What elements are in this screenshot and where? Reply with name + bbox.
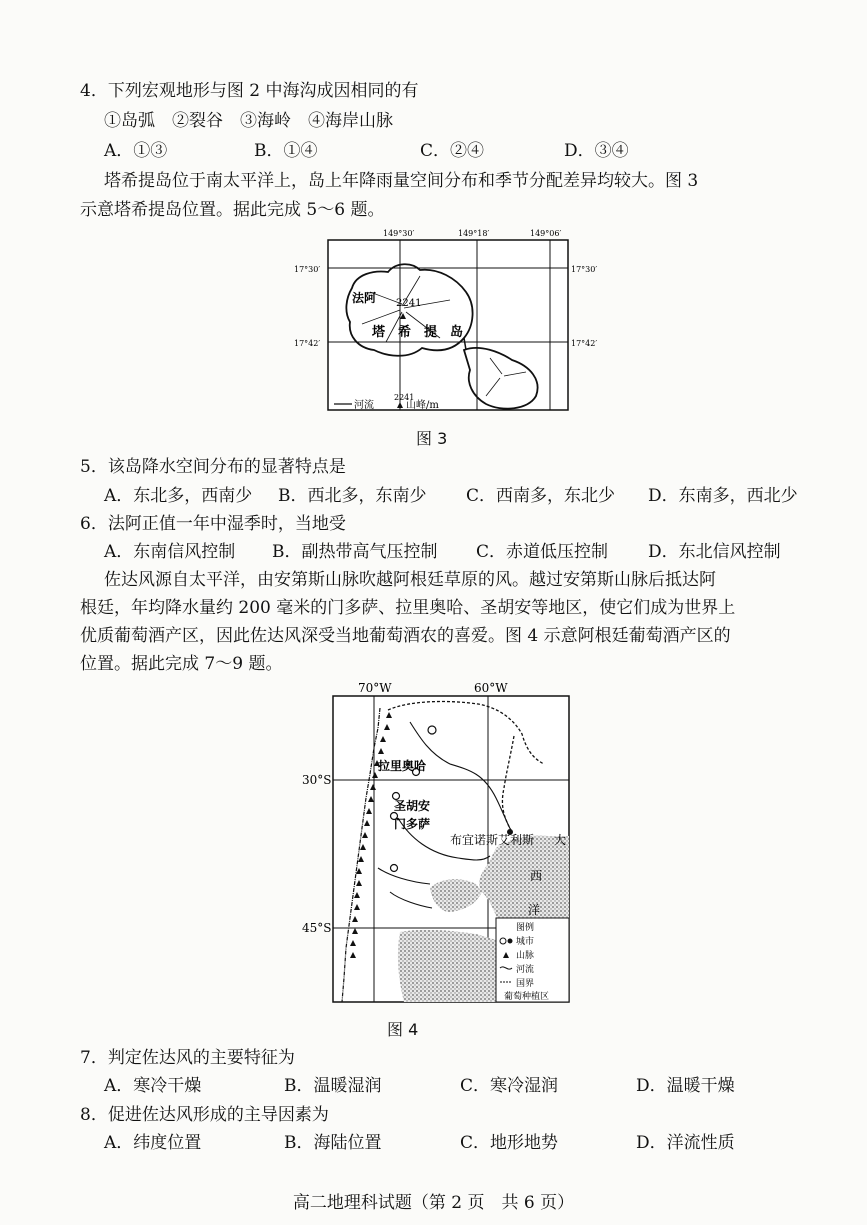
q6-option-a: A．东南信风控制 (104, 542, 236, 562)
q7-option-b: B．温暖湿润 (284, 1076, 382, 1096)
intro2-line2: 根廷，年均降水量约 200 毫米的门多萨、拉里奥哈、圣胡安等地区，使它们成为世界上 (80, 598, 736, 618)
q6-stem: 6．法阿正值一年中湿季时，当地受 (80, 514, 346, 534)
place-faa: 法阿 (352, 291, 377, 305)
fig4-lat-30: 30°S (302, 773, 332, 787)
legend-city-icon (500, 938, 506, 944)
fig4-lon-60: 60°W (474, 681, 508, 695)
fig4-lat-45: 45°S (302, 921, 332, 935)
q7-option-c: C．寒冷湿润 (460, 1076, 559, 1096)
q4-items: ①岛弧 ②裂谷 ③海岭 ④海岸山脉 (104, 111, 393, 131)
city-south-icon (391, 865, 398, 872)
legend-river: 河流 (516, 965, 535, 975)
q4-options (104, 140, 804, 162)
fig4-lon-70: 70°W (358, 681, 392, 695)
city-mendoza: 门多萨 (394, 817, 431, 831)
q8-option-b: B．海陆位置 (284, 1133, 382, 1153)
q8-option-d: D．洋流性质 (636, 1133, 735, 1153)
ocean-label-3: 洋 (528, 903, 541, 917)
q5-option-b: B．西北多，东南少 (278, 486, 427, 506)
fig3-lat-1-left: 17°30′ (294, 265, 321, 274)
city-north-icon (428, 726, 436, 734)
legend-title: 图例 (516, 923, 535, 933)
fig3-caption: 图 3 (416, 429, 448, 448)
q5-option-a: A．东北多，西南少 (104, 486, 253, 506)
q7-option-d: D．温暖干燥 (636, 1076, 735, 1096)
legend-vineyard: 葡萄种植区 (504, 992, 550, 1002)
fig3-lon-1: 149°30′ (383, 229, 415, 238)
legend-city: 城市 (516, 937, 535, 947)
q6-options (104, 541, 824, 563)
q4-option-b: B．①④ (254, 141, 318, 161)
q6-option-c: C．赤道低压控制 (476, 542, 609, 562)
q6-option-b: B．副热带高气压控制 (272, 542, 438, 562)
q4-option-a: A．①③ (104, 141, 168, 161)
legend-peak-value: 2241 (394, 393, 415, 402)
q5-option-d: D．东南多，西北少 (648, 486, 798, 506)
q7-stem: 7．判定佐达风的主要特征为 (80, 1048, 295, 1068)
intro1-line1: 塔希提岛位于南太平洋上，岛上年降雨量空间分布和季节分配差异均较大。图 3 (104, 171, 699, 191)
fig3-lon-2: 149°18′ (458, 229, 490, 238)
intro2-line3: 优质葡萄酒产区，因此佐达风深受当地葡萄酒农的喜爱。图 4 示意阿根廷葡萄酒产区的 (80, 626, 731, 646)
q4-stem: 4．下列宏观地形与图 2 中海沟成因相同的有 (80, 81, 419, 101)
fig3-lat-1-right: 17°30′ (571, 265, 598, 274)
ocean-label-1: 大 (554, 833, 567, 847)
fig3-lat-2-right: 17°42′ (571, 339, 598, 348)
tahiti-map (290, 226, 598, 416)
intro2-line1: 佐达风源自太平洋，由安第斯山脉吹越阿根廷草原的风。越过安第斯山脉后抵达阿 (104, 570, 716, 590)
q6-option-d: D．东北信风控制 (648, 542, 781, 562)
legend-river: 河流 (354, 400, 374, 411)
q5-option-c: C．西南多，东北少 (466, 486, 616, 506)
argentina-map (300, 678, 572, 1008)
q7-option-a: A．寒冷干燥 (104, 1076, 202, 1096)
island-name: 塔 希 提 岛 (372, 325, 464, 340)
city-larioja: 拉里奥哈 (378, 759, 427, 773)
fig3-lon-3: 149°06′ (530, 229, 562, 238)
q5-options (104, 485, 824, 507)
q8-option-c: C．地形地势 (460, 1133, 559, 1153)
q4-option-c: C．②④ (420, 141, 485, 161)
intro2-line4: 位置。据此完成 7～9 题。 (80, 654, 283, 674)
q7-options (104, 1075, 804, 1097)
legend-border: 国界 (516, 979, 535, 989)
ocean-label-2: 西 (530, 869, 543, 883)
fig4-caption: 图 4 (387, 1020, 419, 1039)
legend-peak: 山峰/m (406, 400, 439, 411)
q8-stem: 8．促进佐达风形成的主导因素为 (80, 1105, 329, 1125)
intro1-line2: 示意塔希提岛位置。据此完成 5～6 题。 (80, 200, 385, 220)
city-ba: 布宜诺斯艾利斯 (450, 833, 535, 847)
page-footer: 高二地理科试题（第 2 页 共 6 页） (292, 1193, 575, 1213)
q4-option-d: D．③④ (564, 141, 629, 161)
fig3-lat-2-left: 17°42′ (294, 339, 321, 348)
peak-value: 2241 (396, 298, 422, 309)
q5-stem: 5．该岛降水空间分布的显著特点是 (80, 457, 346, 477)
legend-mountain: 山脉 (516, 951, 535, 961)
ocean-area-south (398, 930, 496, 1002)
q8-options (104, 1132, 804, 1154)
city-sanjuan: 圣胡安 (394, 799, 431, 813)
q8-option-a: A．纬度位置 (104, 1133, 202, 1153)
